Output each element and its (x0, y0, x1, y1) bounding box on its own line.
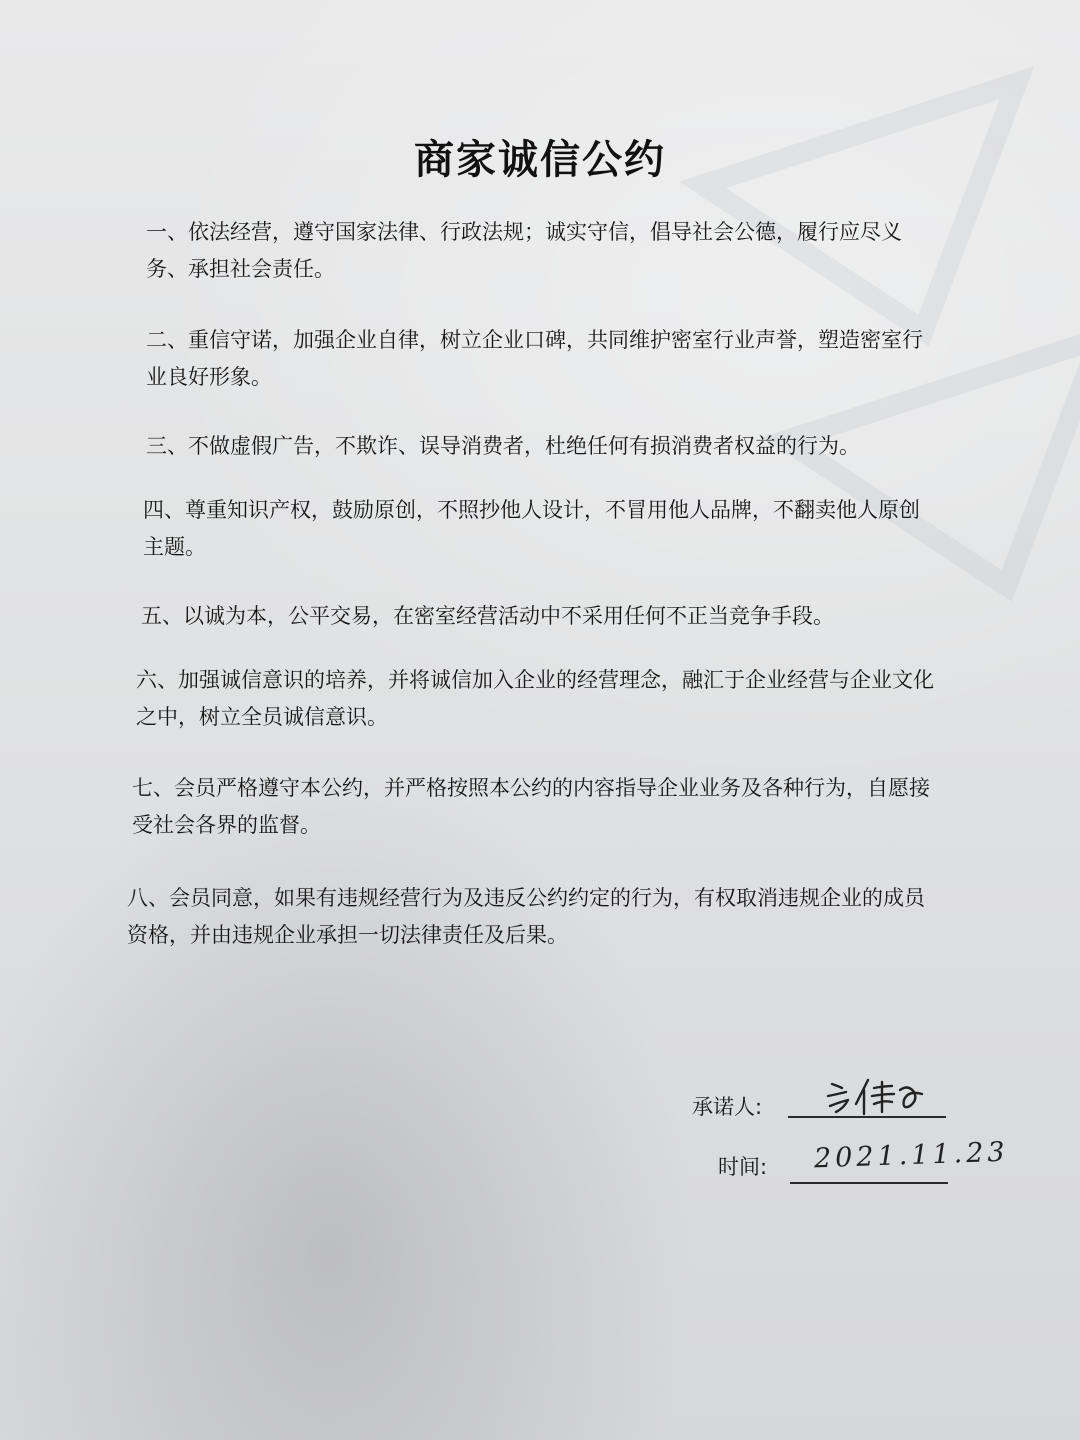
clause-4: 四、尊重知识产权，鼓励原创，不照抄他人设计，不冒用他人品牌，不翻卖他人原创主题。 (143, 498, 920, 559)
signer-label: 承诺人: (692, 1095, 763, 1119)
clause-6: 六、加强诚信意识的培养，并将诚信加入企业的经营理念，融汇于企业经营与企业文化之中，树立全员诚信意识。 (136, 668, 934, 729)
date-row (692, 1136, 1010, 1182)
document-title: 商家诚信公约 (414, 137, 666, 183)
date-label: 时间: (718, 1155, 768, 1179)
clause-3: 三、不做虚假广告，不欺诈、误导消费者，杜绝任何有损消费者权益的行为。 (146, 434, 860, 458)
clause-5: 五、以诚为本，公平交易，在密室经营活动中不采用任何不正当竞争手段。 (141, 604, 834, 628)
clause-8: 八、会员同意，如果有违规经营行为及违反公约约定的行为，有权取消违规企业的成员资格，并由违规企业承担一切法律责任及后果。 (127, 886, 925, 947)
handwritten-signature (822, 1076, 932, 1118)
clause-2: 二、重信守诺，加强企业自律，树立企业口碑，共同维护密室行业声誉，塑造密室行业良好形象。 (146, 328, 923, 389)
clause-1: 一、依法经营，遵守国家法律、行政法规；诚实守信，倡导社会公德，履行应尽义务、承担社会责任。 (146, 220, 902, 281)
date-underline (790, 1182, 948, 1184)
handwritten-date: 2021.11.23 (813, 1136, 1010, 1175)
signer-row (692, 1082, 962, 1122)
clause-7: 七、会员严格遵守本公约，并严格按照本公约的内容指导企业业务及各种行为，自愿接受社会各界的监督。 (132, 776, 930, 837)
